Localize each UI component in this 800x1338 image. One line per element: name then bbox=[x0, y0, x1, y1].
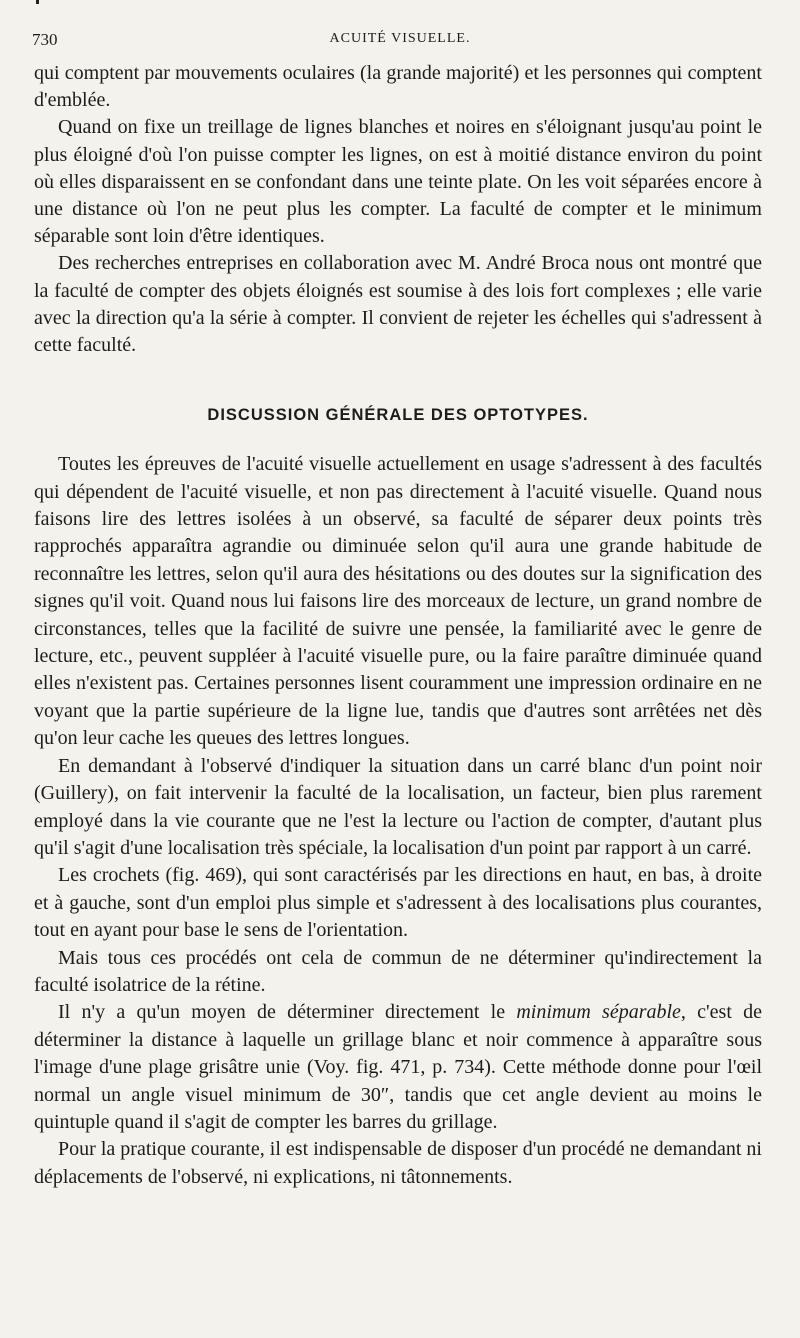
text-segment: Il n'y a qu'un moyen de déterminer directement le bbox=[58, 1001, 517, 1024]
paragraph-guillery: En demandant à l'observé d'indiquer la situation dans un carré blanc d'un point noir (Guillery), on fait intervenir la faculté de la localisation, un facteur, bien plus rarement employé dans la vie courante que ne l'est la lecture ou l'action de compter, d'autant plus qu'il s'agit d'une localisation très spéciale, la localisation d'un point par rapport à un carré. bbox=[34, 754, 762, 859]
paragraph-pratique: Pour la pratique courante, il est indispensable de disposer d'un procédé ne demandant ni déplacements de l'observé, ni explications, ni tâtonnements. bbox=[34, 1138, 762, 1188]
page-body bbox=[34, 60, 762, 1191]
paragraph-minimum-separable bbox=[34, 999, 762, 1136]
page-header bbox=[32, 30, 768, 56]
paragraph-epreuves: Toutes les épreuves de l'acuité visuelle actuellement en usage s'adressent à des facultés qui dépendent de l'acuité visuelle, et non pas directement à l'acuité visuelle. Quand nous faisons lire des lettres isolées à un observé, sa faculté de séparer deux points très rapprochés apparaîtra agrandie ou diminuée selon qu'il aura une grande habitude de reconnaître les lettres, selon qu'il aura des hésitations ou des doutes sur la signification des signes qu'il voit. Quand nous lui faisons lire des morceaux de lecture, un grand nombre de circonstances, telles que la facilité de suivre une pensée, la familiarité avec le genre de lecture, etc., peuvent suppléer à l'acuité visuelle pure, ou la faire paraître diminuée quand elles n'existent pas. Certaines personnes lisent couramment une impression ordinaire en ne voyant que la partie supérieure de la ligne lue, tandis que d'autres sont arrêtées net dès qu'on leur cache les queues des lettres longues. bbox=[34, 453, 762, 750]
section-body bbox=[34, 451, 762, 1191]
italic-term: minimum séparable bbox=[516, 1001, 681, 1024]
paragraph-procedes: Mais tous ces procédés ont cela de commun de ne déterminer qu'indirectement la faculté isolatrice de la rétine. bbox=[34, 946, 762, 996]
paragraph-crochets: Les crochets (fig. 469), qui sont caractérisés par les directions en haut, en bas, à droite et à gauche, sont d'un emploi plus simple et s'adressent à des localisations plus courantes, tout en ayant pour base le sens de l'orientation. bbox=[34, 864, 762, 942]
paragraph-continuation: qui comptent par mouvements oculaires (la grande majorité) et les personnes qui comptent d'emblée. bbox=[34, 62, 762, 112]
paragraph-treillage: Quand on fixe un treillage de lignes blanches et noires en s'éloignant jusqu'au point le plus éloigné d'où l'on puisse compter les lignes, on est à moitié distance environ du point où elles disparaissent en se confondant dans une teinte plate. On les voit séparées encore à une distance où l'on ne peut plus les compter. La faculté de compter et le minimum séparable sont loin d'être identiques. bbox=[34, 116, 762, 248]
print-speck bbox=[36, 0, 39, 4]
paragraph-recherches: Des recherches entreprises en collaboration avec M. André Broca nous ont montré que la faculté de compter des objets éloignés est soumise à des lois fort complexes ; elle varie avec la direction qu'a la série à compter. Il convient de rejeter les échelles qui s'adressent à cette faculté. bbox=[34, 252, 762, 357]
section-heading: DISCUSSION GÉNÉRALE DES OPTOTYPES. bbox=[207, 406, 589, 425]
running-head: ACUITÉ VISUELLE. bbox=[329, 31, 471, 46]
page-number: 730 bbox=[32, 30, 58, 49]
text-segment: , c'est de déterminer la distance à laquelle un grillage blanc et noir commence à apparaître sous l'image d'une plage grisâtre unie (Voy. fig. 471, p. 734). Cette méthode donne pour l'œil normal un angle visuel minimum de 30″, tandis que cet angle devient au moins le quintuple quand il s'agit de compter les barres du grillage. bbox=[34, 1001, 763, 1133]
